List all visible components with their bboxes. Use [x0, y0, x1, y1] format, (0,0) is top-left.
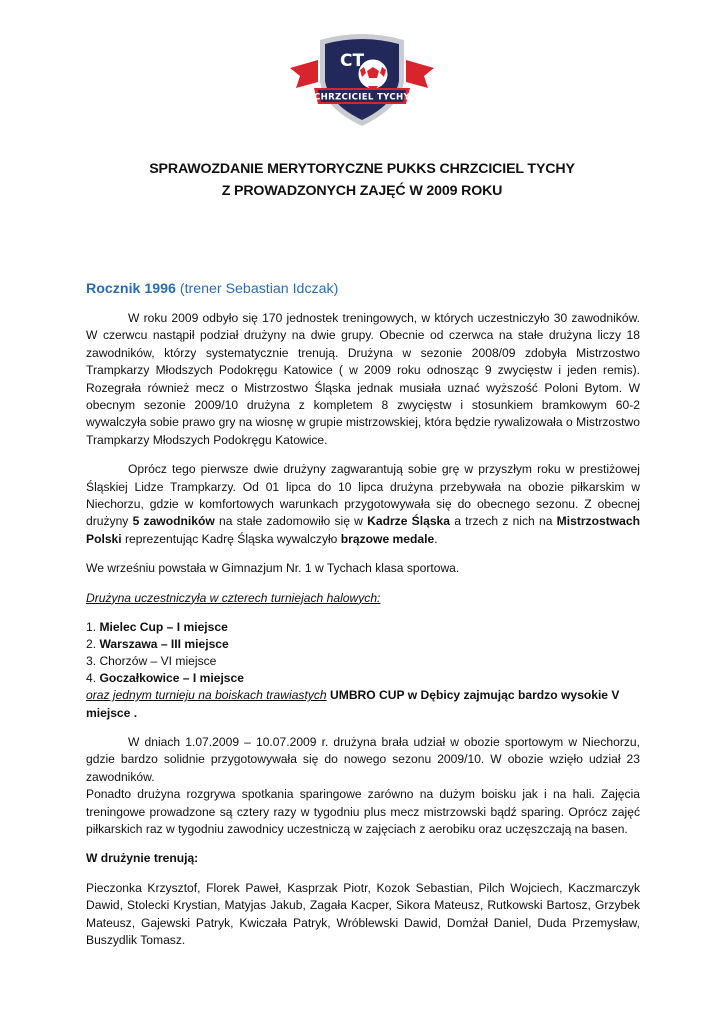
outdoor-tournament-caption: oraz jednym turnieju na boiskach trawiastych [86, 688, 327, 703]
report-body [86, 280, 640, 949]
paragraph-season-summary: W roku 2009 odbyło się 170 jednostek treningowych, w których uczestniczyło 30 zawodników. W czerwcu nastąpił podział drużyny na dwie grupy. Obecnie od czerwca na stałe drużyna liczy 18 zawodników, którzy systematycznie trenują. Drużyna w sezonie 2008/09 zdobyła Mistrzostwo Trampkarzy Młodszych Podokręgu Katowice ( w 2009 roku odnosząc 9 zwycięstw i jeden remis). Rozegrała również mecz o Mistrzostwo Śląska jednak musiała uznać wyższość Poloni Bytom. W obecnym sezonie 2009/10 drużyna z kompletem 8 zwycięstw i stosunkiem bramkowym 60-2 wywalczyła sobie prawo gry na wiosnę w grupie mistrzowskiej, która będzie rywalizowała o Mistrzostwo Trampkarzy Młodszych Podokręgu Katowice. [86, 311, 640, 447]
list-item-text: Mielec Cup – I miejsce [99, 620, 228, 635]
text-run-bold: 5 zawodników [132, 514, 215, 529]
report-title-line-2: Z PROWADZONYCH ZAJĘĆ W 2009 ROKU [221, 183, 503, 199]
list-item-text: Chorzów – VI miejsce [99, 654, 217, 669]
list-item-text: Goczałkowice – I miejsce [99, 671, 244, 686]
list-item-number: 3. [86, 654, 100, 669]
list-item [86, 653, 640, 670]
logo-club-name: CHRZCICIEL TYCHY [314, 92, 410, 103]
outdoor-tournament-result: UMBRO CUP w Dębicy zajmując bardzo wysokie V miejsce . [86, 688, 620, 720]
text-run: reprezentując Kadrę Śląska wywalczyło [121, 531, 341, 546]
report-title-line-1: SPRAWOZDANIE MERYTORYCZNE PUKKS CHRZCICIEL TYCHY [149, 161, 575, 177]
text-run: a trzech z nich na [450, 514, 557, 529]
tournament-list [86, 619, 640, 687]
list-item-text: Warszawa – III miejsce [99, 637, 229, 652]
text-run-bold: Kadrze Śląska [367, 514, 450, 529]
text-run: . [434, 531, 438, 546]
club-logo [288, 30, 436, 128]
text-run-bold: brązowe medale [340, 531, 435, 546]
list-item [86, 636, 640, 653]
indoor-tournaments-caption: Drużyna uczestniczyła w czterech turniejach halowych: [86, 590, 381, 605]
text-run: na stałe zadomowiło się w [214, 514, 368, 529]
paragraph-training-schedule: Ponadto drużyna rozgrywa spotkania sparingowe zarówno na dużym boisku jak i na hali. Zajęcia treningowe prowadzone są cztery razy w tygodniu plus mecz mistrzowski bądź sparing. Oprócz zajęć piłkarskich raz w tygodniu zawodnicy uczestniczą w zajęciach z aerobiku oraz uczęszczają na basen. [86, 787, 640, 836]
list-item [86, 619, 640, 636]
players-heading: W drużynie trenują: [86, 851, 199, 866]
list-item-number: 1. [86, 620, 100, 635]
paragraph-outdoor-tournament [86, 687, 640, 722]
section-heading-coach: (trener Sebastian Idczak) [175, 281, 339, 297]
text-run-bold: Mistrzostwach Polski [86, 514, 640, 546]
paragraph-achievements [86, 461, 640, 548]
text-run: Oprócz tego pierwsze dwie drużyny zagwarantują sobie grę w przyszłym roku w prestiżowej Śląskiej Lidze Trampkarzy. Od 01 lipca do 10 lipca drużyna przebywała na obozie piłkarskim w Niechorzu, gdzie w komfortowych warunkach przygotowywała się do obecnego sezonu. Z obecnej drużyny [86, 462, 640, 529]
section-heading-year: Rocznik 1996 [86, 281, 176, 297]
list-item-number: 2. [86, 637, 100, 652]
paragraph-training-camp: W dniach 1.07.2009 – 10.07.2009 r. drużyna brała udział w obozie sportowym w Niechorzu, gdzie bardzo solidnie przygotowywała się do nowego sezonu 2009/10. W obozie wzięło udział 23 zawodników. [86, 734, 640, 784]
logo-initials: CT [340, 51, 365, 71]
list-item-number: 4. [86, 671, 100, 686]
paragraph-sports-class: We wrześniu powstała w Gimnazjum Nr. 1 w Tychach klasa sportowa. [86, 561, 460, 576]
players-list: Pieczonka Krzysztof, Florek Paweł, Kasprzak Piotr, Kozok Sebastian, Pilch Wojciech, Kaczmarczyk Dawid, Stolecki Krystian, Matyjas Jakub, Zagała Kacper, Sikora Mateusz, Rutkowski Bartosz, Grzybek Mateusz, Gajewski Patryk, Kwiczała Patryk, Wróblewski Dawid, Domżał Daniel, Duda Przemysław, Buszydlik Tomasz. [86, 880, 640, 947]
list-item [86, 670, 640, 687]
section-heading [86, 280, 640, 298]
